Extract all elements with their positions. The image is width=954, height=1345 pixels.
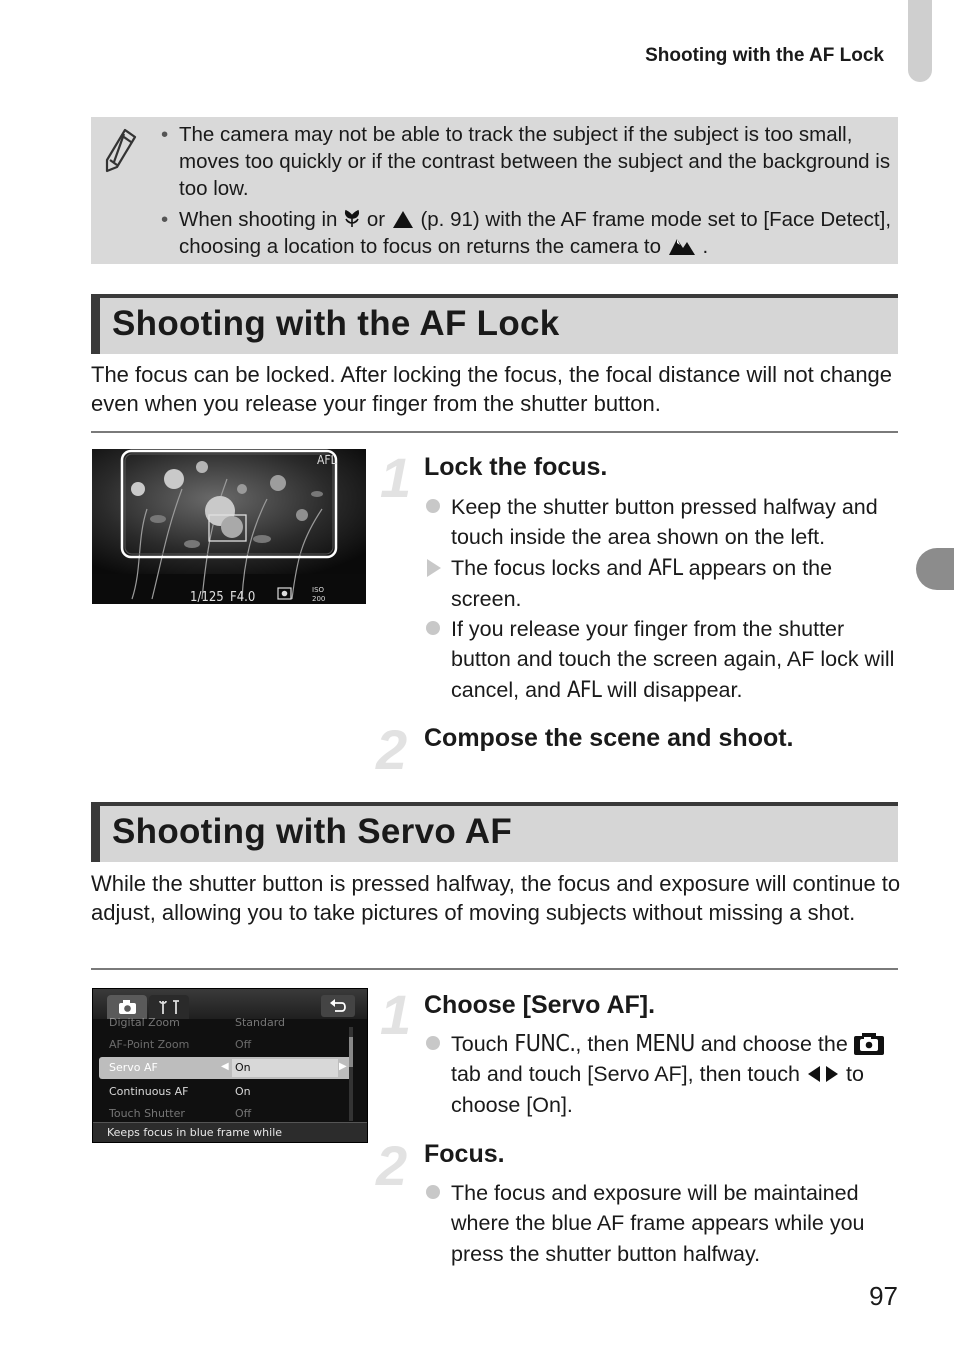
step-title: Focus. [424,1140,505,1168]
section-heading-servo-af [91,802,898,862]
section-title: Shooting with the AF Lock [112,304,560,343]
note-item: • When shooting in or (p. 91) with the AF frame mode set to [Face Detect], choosing a location to focus on returns the camera to . [161,206,891,260]
left-arrow-icon[interactable]: ◀ [221,1061,229,1072]
step-number: 1 [380,983,412,1046]
afl-glyph: AFL [566,677,602,703]
bullet-item: Touch FUNC., then MENU and choose the tab and touch [Servo AF], then touch to choose [On]. [424,1029,904,1120]
page-number: 97 [869,1281,898,1311]
menu-row-digital-zoom[interactable]: Digital Zoom Standard [109,1016,286,1029]
menu-hint: Keeps focus in blue frame while [107,1126,283,1139]
macro-mode-icon [343,209,361,229]
camera-menu-screen [92,988,368,1143]
afl-glyph: AFL [648,555,683,581]
step-number: 2 [376,1134,408,1197]
scrollbar[interactable] [349,1027,353,1121]
servo-af-value: On [235,1061,251,1074]
section-title: Shooting with Servo AF [112,812,513,851]
step-title: Lock the focus. [424,453,608,481]
afl-indicator: AFL [317,453,337,467]
step-title: Compose the scene and shoot. [424,724,794,752]
bullet-item: The focus locks and AFL appears on the screen. [424,553,904,615]
iso-label: ISO [312,586,325,594]
section-intro: While the shutter button is pressed halfway, the focus and exposure will continue to adjust, allowing you to take pictures of moving subjects without missing a shot. [91,871,901,925]
step-number: 2 [376,718,408,781]
step-title: Choose [Servo AF]. [424,991,656,1019]
section-heading-af-lock [91,294,898,354]
chapter-tab-top [908,0,932,82]
note-list [161,121,891,264]
menu-glyph: MENU [635,1031,695,1057]
iso-value: 200 [312,595,326,603]
step-bullets [424,492,904,706]
divider [91,968,898,970]
step-bullets [424,1029,904,1120]
menu-row-servo-af[interactable]: Servo AF ◀ On ▶ [99,1057,353,1079]
aperture-value: F4.0 [230,590,256,604]
func-glyph: FUNC. [514,1031,576,1057]
camera-tab-icon [854,1033,884,1055]
bullet-item: The focus and exposure will be maintained where the blue AF frame appears while you press the shutter button halfway. [424,1178,904,1269]
camera-screen-af-lock [92,449,366,604]
step-bullets [424,1178,904,1269]
menu-row-continuous-af[interactable]: Continuous AF On [109,1085,251,1098]
bullet-item: Keep the shutter button pressed halfway and touch inside the area shown on the left. [424,492,904,553]
right-arrow-icon[interactable]: ▶ [339,1061,347,1072]
running-header: Shooting with the AF Lock [645,45,884,66]
auto-focus-range-icon [667,234,697,256]
step-number: 1 [380,446,412,509]
note-box [91,117,898,264]
pencil-icon [103,125,139,178]
shutter-speed: 1/125 [190,590,224,604]
chapter-tab-side [916,548,954,590]
left-right-arrows-icon [806,1064,840,1084]
section-intro: The focus can be locked. After locking the focus, the focal distance will not change even when you release your finger from the shutter button. [91,362,893,416]
note-item: • The camera may not be able to track the subject if the subject is too small, moves too quickly or if the contrast between the subject and the background is too low. [161,121,891,202]
bullet-item: If you release your finger from the shutter button and touch the screen again, AF lock will cancel, and AFL will disappear. [424,614,904,706]
divider [91,431,898,433]
menu-row-touch-shutter[interactable]: Touch Shutter Off [109,1107,252,1120]
menu-hint-bar [93,1122,367,1143]
menu-list [93,1016,367,1123]
infinity-mode-icon [391,209,415,229]
menu-row-af-point-zoom[interactable]: AF-Point Zoom Off [109,1038,252,1051]
